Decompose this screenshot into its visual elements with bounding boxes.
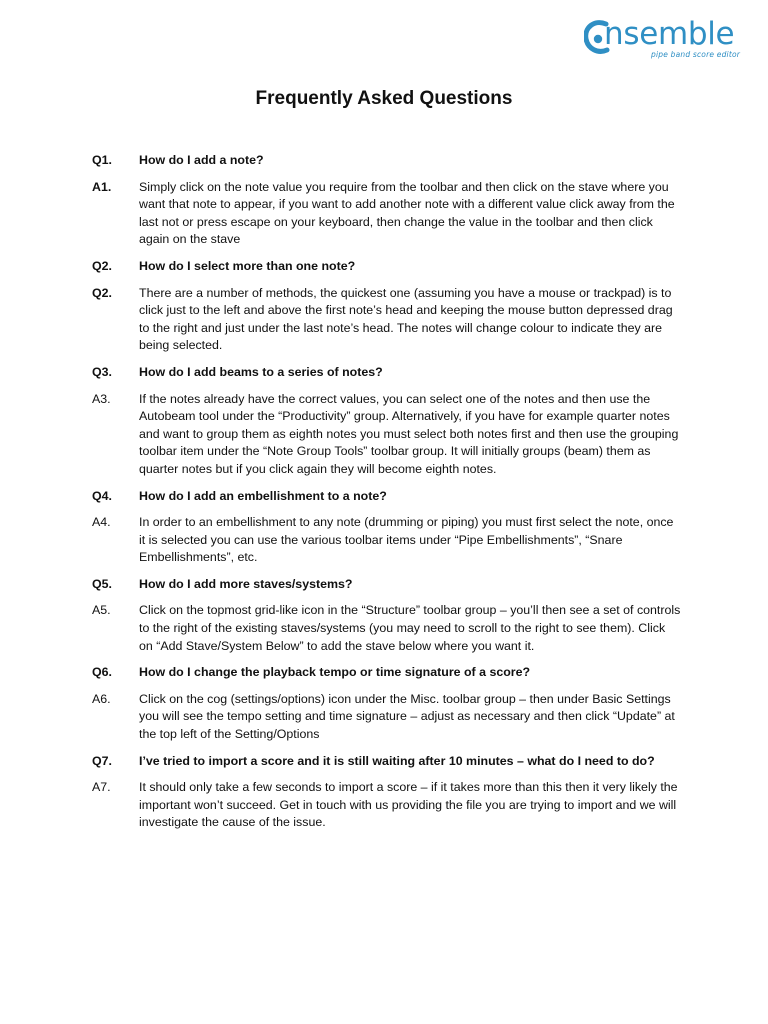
question-text: I’ve tried to import a score and it is still waiting after 10 minutes – what do I need to do? — [139, 753, 655, 768]
faq-answer-5 — [92, 602, 682, 655]
faq-answer-1 — [92, 179, 682, 249]
answer-text: There are a number of methods, the quickest one (assuming you have a mouse or trackpad) is to click just to the left and above the first note’s head and keeping the mouse button depressed drag to the right and just under the last note’s head. The notes will change colour to indicate they are being selected. — [139, 285, 673, 353]
question-label: Q7. — [92, 753, 112, 768]
faq-answer-6 — [92, 691, 682, 744]
question-label: Q6. — [92, 665, 112, 680]
question-label: Q5. — [92, 576, 112, 591]
logo-tagline: pipe band score editor — [651, 50, 741, 59]
faq-question-7 — [92, 753, 682, 771]
answer-label: A1. — [92, 179, 112, 194]
faq-question-2 — [92, 258, 682, 276]
faq-answer-4 — [92, 514, 682, 567]
answer-text: It should only take a few seconds to import a score – if it takes more than this then it very likely the important won’t succeed. Get in touch with us providing the file you are trying to import and we will investigate the cause of the issue. — [139, 780, 678, 830]
question-label: Q4. — [92, 488, 112, 503]
question-text: How do I change the playback tempo or time signature of a score? — [139, 665, 531, 680]
faq-question-6 — [92, 664, 682, 682]
answer-label: Q2. — [92, 285, 112, 300]
answer-text: Click on the topmost grid-like icon in the “Structure” toolbar group – you’ll then see a set of controls to the right of the existing staves/systems (you may need to scroll to the right to see them). Click on “Add Stave/System Below” to add the stave below where you want it. — [139, 603, 681, 653]
question-text: How do I add an embellishment to a note? — [139, 488, 387, 503]
ensemble-logo — [584, 16, 752, 60]
faq-list — [92, 152, 682, 841]
answer-label: A6. — [92, 691, 111, 706]
answer-text: If the notes already have the correct values, you can select one of the notes and then use the Autobeam tool under the “Productivity” group. Alternatively, if you have for example quarter notes and want to group them as eighth notes you must select both notes first and then use the grouping toolbar item under the “Note Group Tools” toolbar group. It will initially groups (beam) them as quarter notes but if you click again they will become eighth notes. — [139, 391, 679, 476]
answer-label: A5. — [92, 603, 111, 618]
answer-label: A4. — [92, 515, 111, 530]
answer-text: Simply click on the note value you require from the toolbar and then click on the stave where you want that note to appear, if you want to add another note with a different value click away from the last not or press escape on your keyboard, then change the value in the toolbar and then click again on the stave — [139, 179, 675, 247]
faq-question-1 — [92, 152, 682, 170]
page-title: Frequently Asked Questions — [255, 88, 513, 109]
answer-text: Click on the cog (settings/options) icon under the Misc. toolbar group – then under Basic Settings you will see the tempo setting and time signature – adjust as necessary and then click “Update” at the top left of the Setting/Options — [139, 691, 675, 742]
logo-wordmark: nsemble — [604, 16, 735, 52]
answer-text: In order to an embellishment to any note (drumming or piping) you must first select the note, once it is selected you can use the various toolbar items under “Pipe Embellishments”, “Snare Embellishments”, etc. — [139, 515, 674, 565]
faq-answer-3 — [92, 391, 682, 479]
faq-answer-2 — [92, 285, 682, 355]
faq-question-5 — [92, 576, 682, 594]
question-text: How do I add a note? — [139, 153, 264, 167]
question-label: Q3. — [92, 364, 112, 379]
question-text: How do I add beams to a series of notes? — [139, 364, 383, 379]
question-label: Q2. — [92, 258, 112, 273]
faq-question-4 — [92, 488, 682, 506]
faq-answer-7 — [92, 779, 682, 832]
question-text: How do I select more than one note? — [139, 258, 356, 273]
question-text: How do I add more staves/systems? — [139, 576, 353, 591]
question-label: Q1. — [92, 153, 112, 167]
answer-label: A7. — [92, 780, 111, 795]
answer-label: A3. — [92, 391, 111, 406]
faq-question-3 — [92, 364, 682, 382]
